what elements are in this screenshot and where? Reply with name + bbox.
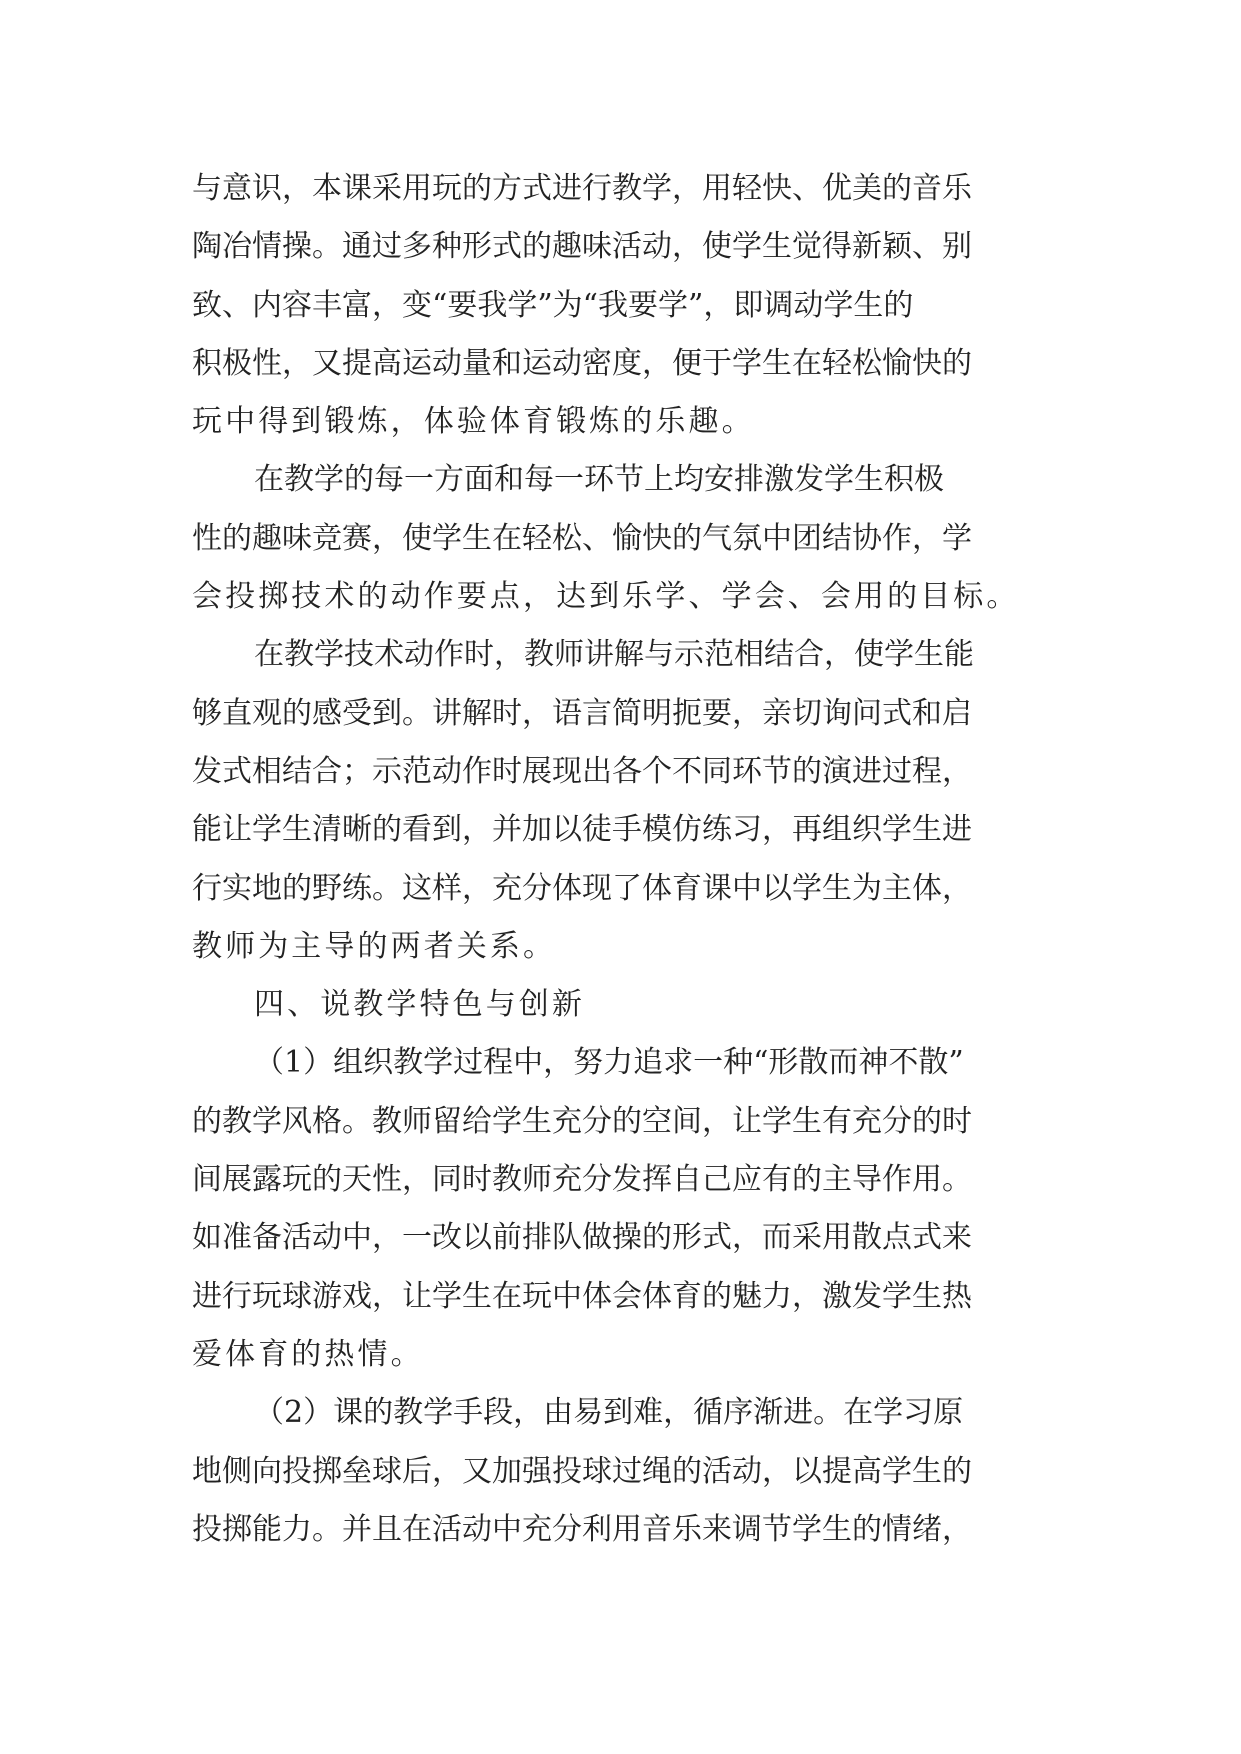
body-text (192, 160, 1052, 1559)
text-line: 能让学生清晰的看到，并加以徒手模仿练习，再组织学生进 (192, 812, 972, 848)
text-line: 发式相结合；示范动作时展现出各个不同环节的演进过程， (192, 753, 972, 789)
text-line: 性的趣味竞赛，使学生在轻松、愉快的气氛中团结协作，学 (192, 520, 972, 556)
text-line: 致、内容丰富，变“要我学”为“我要学”，即调动学生的 (192, 287, 914, 323)
text-line: 地侧向投掷垒球后，又加强投球过绳的活动，以提高学生的 (192, 1453, 972, 1489)
text-line: 在教学技术动作时，教师讲解与示范相结合，使学生能 (254, 637, 974, 673)
text-line: （2）课的教学手段，由易到难，循序渐进。在学习原 (254, 1395, 964, 1431)
text-line: 四、说教学特色与创新 (254, 987, 585, 1023)
text-line: 行实地的野练。这样，充分体现了体育课中以学生为主体， (192, 870, 972, 906)
text-line: （1）组织教学过程中，努力追求一种“形散而神不散” (254, 1045, 964, 1081)
text-line: 间展露玩的天性，同时教师充分发挥自己应有的主导作用。 (192, 1162, 972, 1198)
text-line: 教师为主导的两者关系。 (192, 928, 557, 964)
text-line: 与意识，本课采用玩的方式进行教学，用轻快、优美的音乐 (192, 171, 972, 206)
text-line: 的教学风格。教师留给学生充分的空间，让学生有充分的时 (192, 1103, 972, 1139)
text-line: 积极性，又提高运动量和运动密度，便于学生在轻松愉快的 (192, 345, 972, 381)
text-line: 陶冶情操。通过多种形式的趣味活动，使学生觉得新颖、别 (192, 229, 972, 265)
text-line: 爱体育的热情。 (192, 1336, 424, 1372)
text-line: 进行玩球游戏，让学生在玩中体会体育的魅力，激发学生热 (192, 1278, 972, 1314)
text-line: 投掷能力。并且在活动中充分利用音乐来调节学生的情绪， (192, 1511, 972, 1547)
text-line: 玩中得到锻炼，体验体育锻炼的乐趣。 (192, 404, 755, 440)
text-line: 在教学的每一方面和每一环节上均安排激发学生积极 (254, 462, 944, 498)
text-line: 如准备活动中，一改以前排队做操的形式，而采用散点式来 (192, 1220, 972, 1256)
text-line: 够直观的感受到。讲解时，语言简明扼要，亲切询问式和启 (192, 695, 972, 731)
text-line: 会投掷技术的动作要点，达到乐学、学会、会用的目标。 (192, 579, 1020, 615)
